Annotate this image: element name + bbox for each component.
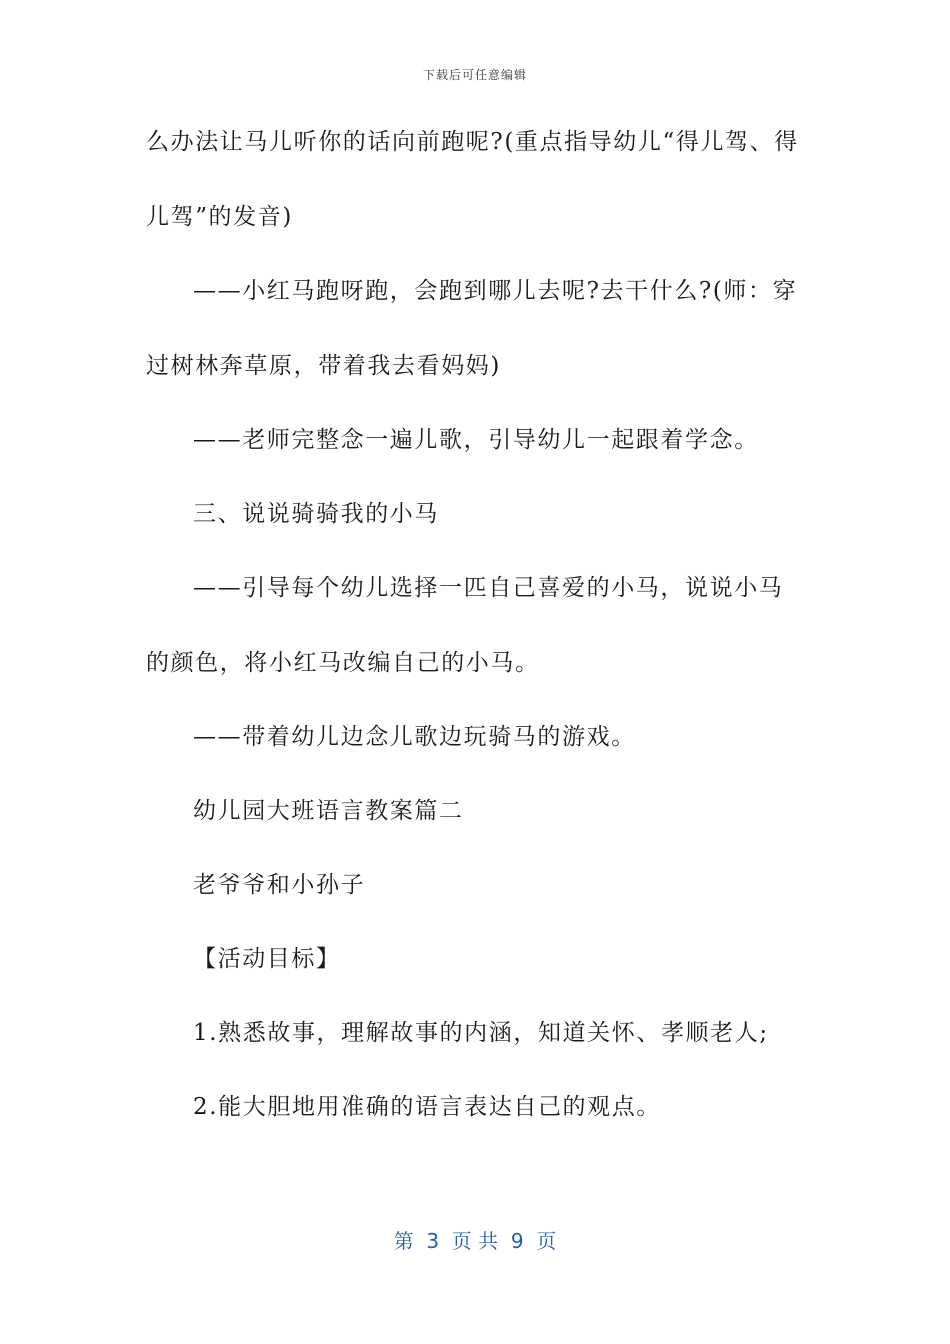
list-item: 1.熟悉故事，理解故事的内涵，知道关怀、孝顺老人; — [193, 1020, 769, 1046]
paragraph: 么办法让马儿听你的话向前跑呢?(重点指导幼儿“得儿驾、得儿驾”的发音) — [146, 129, 799, 230]
page-number: 第 3 页 共 9 页 — [393, 1229, 557, 1253]
section-heading: 【活动目标】 — [193, 946, 341, 972]
document-body — [146, 124, 806, 1163]
paragraph: ——带着幼儿边念儿歌边玩骑马的游戏。 — [193, 724, 636, 750]
list-item: 2.能大胆地用准确的语言表达自己的观点。 — [193, 1094, 661, 1120]
section-heading: 三、说说骑骑我的小马 — [193, 501, 439, 527]
paragraph: ——老师完整念一遍儿歌，引导幼儿一起跟着学念。 — [193, 427, 759, 453]
paragraph: ——引导每个幼儿选择一匹自己喜爱的小马，说说小马的颜色，将小红马改编自己的小马。 — [146, 575, 784, 676]
paragraph: ——小红马跑呀跑，会跑到哪儿去呢?去干什么?(师：穿过树林奔草原，带着我去看妈妈) — [146, 278, 798, 379]
header-note: 下载后可任意编辑 — [422, 68, 527, 82]
lesson-title: 老爷爷和小孙子 — [193, 872, 366, 898]
section-title: 幼儿园大班语言教案篇二 — [193, 798, 464, 824]
